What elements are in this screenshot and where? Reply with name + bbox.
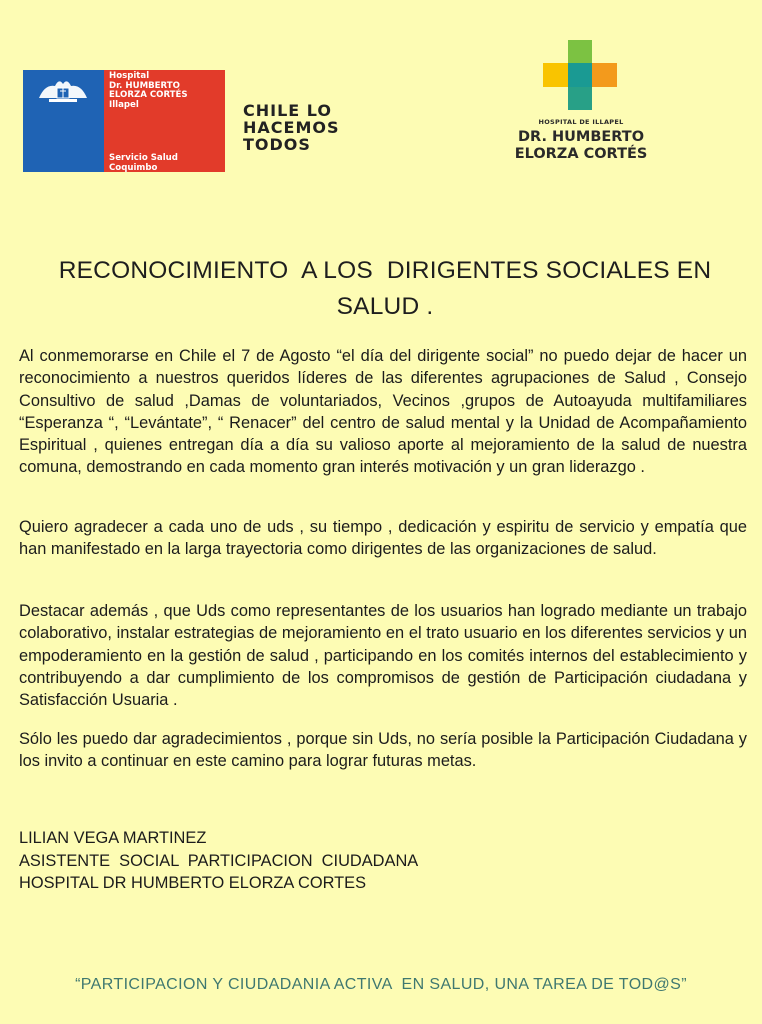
logo-red-panel (104, 70, 225, 172)
paragraph-2: Quiero agradecer a cada uno de uds , su tiempo , dedicación y espiritu de servicio y empatía que han manifestado en la larga trayectoria como dirigentes de las organizaciones de salud. (19, 518, 747, 559)
coat-of-arms-icon (35, 76, 91, 104)
page-title: RECONOCIMIENTO A LOS DIRIGENTES SOCIALES EN SALUD . (58, 257, 712, 320)
hospital-cross-icon (543, 40, 617, 110)
logo-blue-panel (23, 70, 104, 172)
paragraph-3: Destacar además , que Uds como representantes de los usuarios han logrado mediante un trabajo colaborativo, instalar estrategias de mejoramiento en el trato usuario en los diferentes servicios y un empoderamiento en la gestión de salud , participando en los comités internos del establecimiento y contribuyendo a dar cumplimiento de los compromisos de gestión de Participación ciudadana y Satisfacción Usuaria . (19, 602, 747, 710)
hospital-logo-text: HOSPITAL DE ILLAPEL DR. HUMBERTO ELORZA CORTÉS (514, 118, 648, 162)
signature-name: LILIAN VEGA MARTINEZ (19, 829, 207, 847)
government-slogan: CHILE LO HACEMOS TODOS (243, 101, 340, 154)
signature-institution: HOSPITAL DR HUMBERTO ELORZA CORTES (19, 874, 367, 892)
paragraph-1: Al conmemorarse en Chile el 7 de Agosto “el día del dirigente social” no puedo dejar de hacer un reconocimiento a nuestros queridos líderes de las diferentes agrupaciones de Salud , Consejo Consultivo de salud ,Damas de voluntariados, Vecinos ,grupos de Autoayuda multifamiliares “Esperanza “, “Levántate”, “ Renacer” del centro de salud mental y la Unidad de Acompañamiento Espiritual , quienes entregan día a día su valioso aporte al mejoramiento de la salud de nuestra comuna, demostrando en cada momento gran interés motivación y un gran liderazgo . (19, 347, 747, 477)
paragraph-4: Sólo les puedo dar agradecimientos , porque sin Uds, no sería posible la Participación Ciudadana y los invito a continuar en este camino para lograr futuras metas. (19, 730, 747, 771)
signature-role: ASISTENTE SOCIAL PARTICIPACION CIUDADANA (19, 851, 419, 870)
logo-hospital-name: Hospital Dr. HUMBERTO ELORZA CORTÉS Illapel (109, 71, 188, 110)
logo-service-name: Servicio Salud Coquimbo (109, 153, 178, 173)
footer-motto: “PARTICIPACION Y CIUDADANIA ACTIVA EN SALUD, UNA TAREA DE TOD@S” (75, 976, 687, 993)
hospital-service-logo (23, 70, 225, 172)
signature-block (19, 827, 418, 895)
